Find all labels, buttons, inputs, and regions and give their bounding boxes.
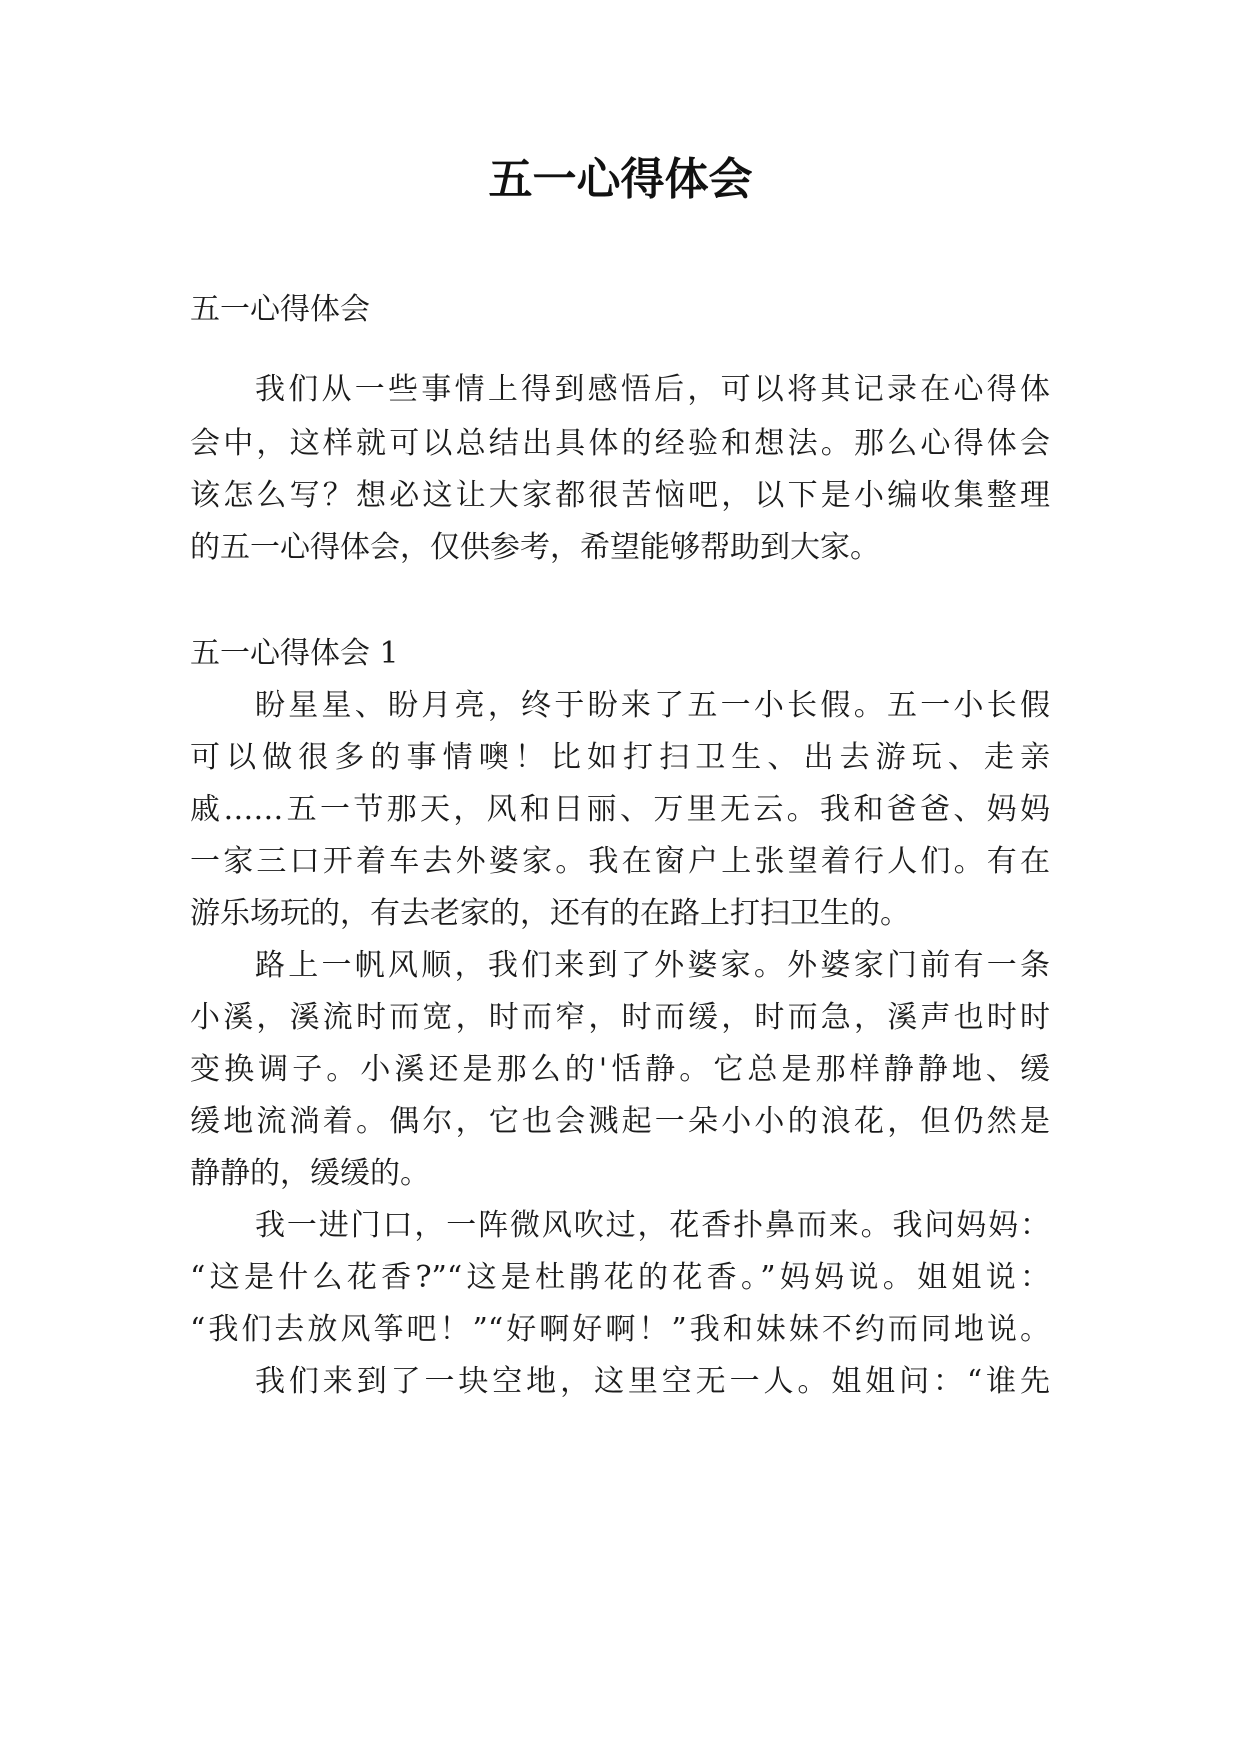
body-line: 盼星星、盼月亮，终于盼来了五一小长假。五一小长假 (255, 688, 1050, 723)
body-line: 静静的，缓缓的。 (190, 1156, 430, 1191)
intro-line: 该怎么写？想必这让大家都很苦恼吧，以下是小编收集整理 (190, 478, 1050, 513)
body-line: 变换调子。小溪还是那么的'恬静。它总是那样静静地、缓 (190, 1052, 1050, 1087)
body-line: “这是什么花香?”“这是杜鹃花的花香。”妈妈说。姐姐说： (190, 1260, 1050, 1295)
intro-line: 的五一心得体会，仅供参考，希望能够帮助到大家。 (190, 530, 880, 565)
section-heading: 五一心得体会 1 (190, 636, 399, 671)
body-line: 戚……五一节那天，风和日丽、万里无云。我和爸爸、妈妈 (190, 792, 1050, 827)
intro-line: 会中，这样就可以总结出具体的经验和想法。那么心得体会 (190, 426, 1050, 461)
body-line: 路上一帆风顺，我们来到了外婆家。外婆家门前有一条 (255, 948, 1050, 983)
body-line: 小溪，溪流时而宽，时而窄，时而缓，时而急，溪声也时时 (190, 1000, 1050, 1035)
body-line: 游乐场玩的，有去老家的，还有的在路上打扫卫生的。 (190, 896, 910, 931)
document-subtitle: 五一心得体会 (190, 292, 370, 327)
body-line: 一家三口开着车去外婆家。我在窗户上张望着行人们。有在 (190, 844, 1050, 879)
body-line: 可以做很多的事情噢！比如打扫卫生、出去游玩、走亲 (190, 740, 1050, 775)
body-line: 缓地流淌着。偶尔，它也会溅起一朵小小的浪花，但仍然是 (190, 1104, 1050, 1139)
body-line: “我们去放风筝吧！”“好啊好啊！”我和妹妹不约而同地说。 (190, 1312, 1050, 1347)
body-line: 我一进门口，一阵微风吹过，花香扑鼻而来。我问妈妈： (255, 1208, 1050, 1243)
intro-line: 我们从一些事情上得到感悟后，可以将其记录在心得体 (255, 372, 1050, 407)
document-title: 五一心得体会 (488, 154, 753, 205)
body-line: 我们来到了一块空地，这里空无一人。姐姐问：“谁先 (255, 1364, 1050, 1399)
